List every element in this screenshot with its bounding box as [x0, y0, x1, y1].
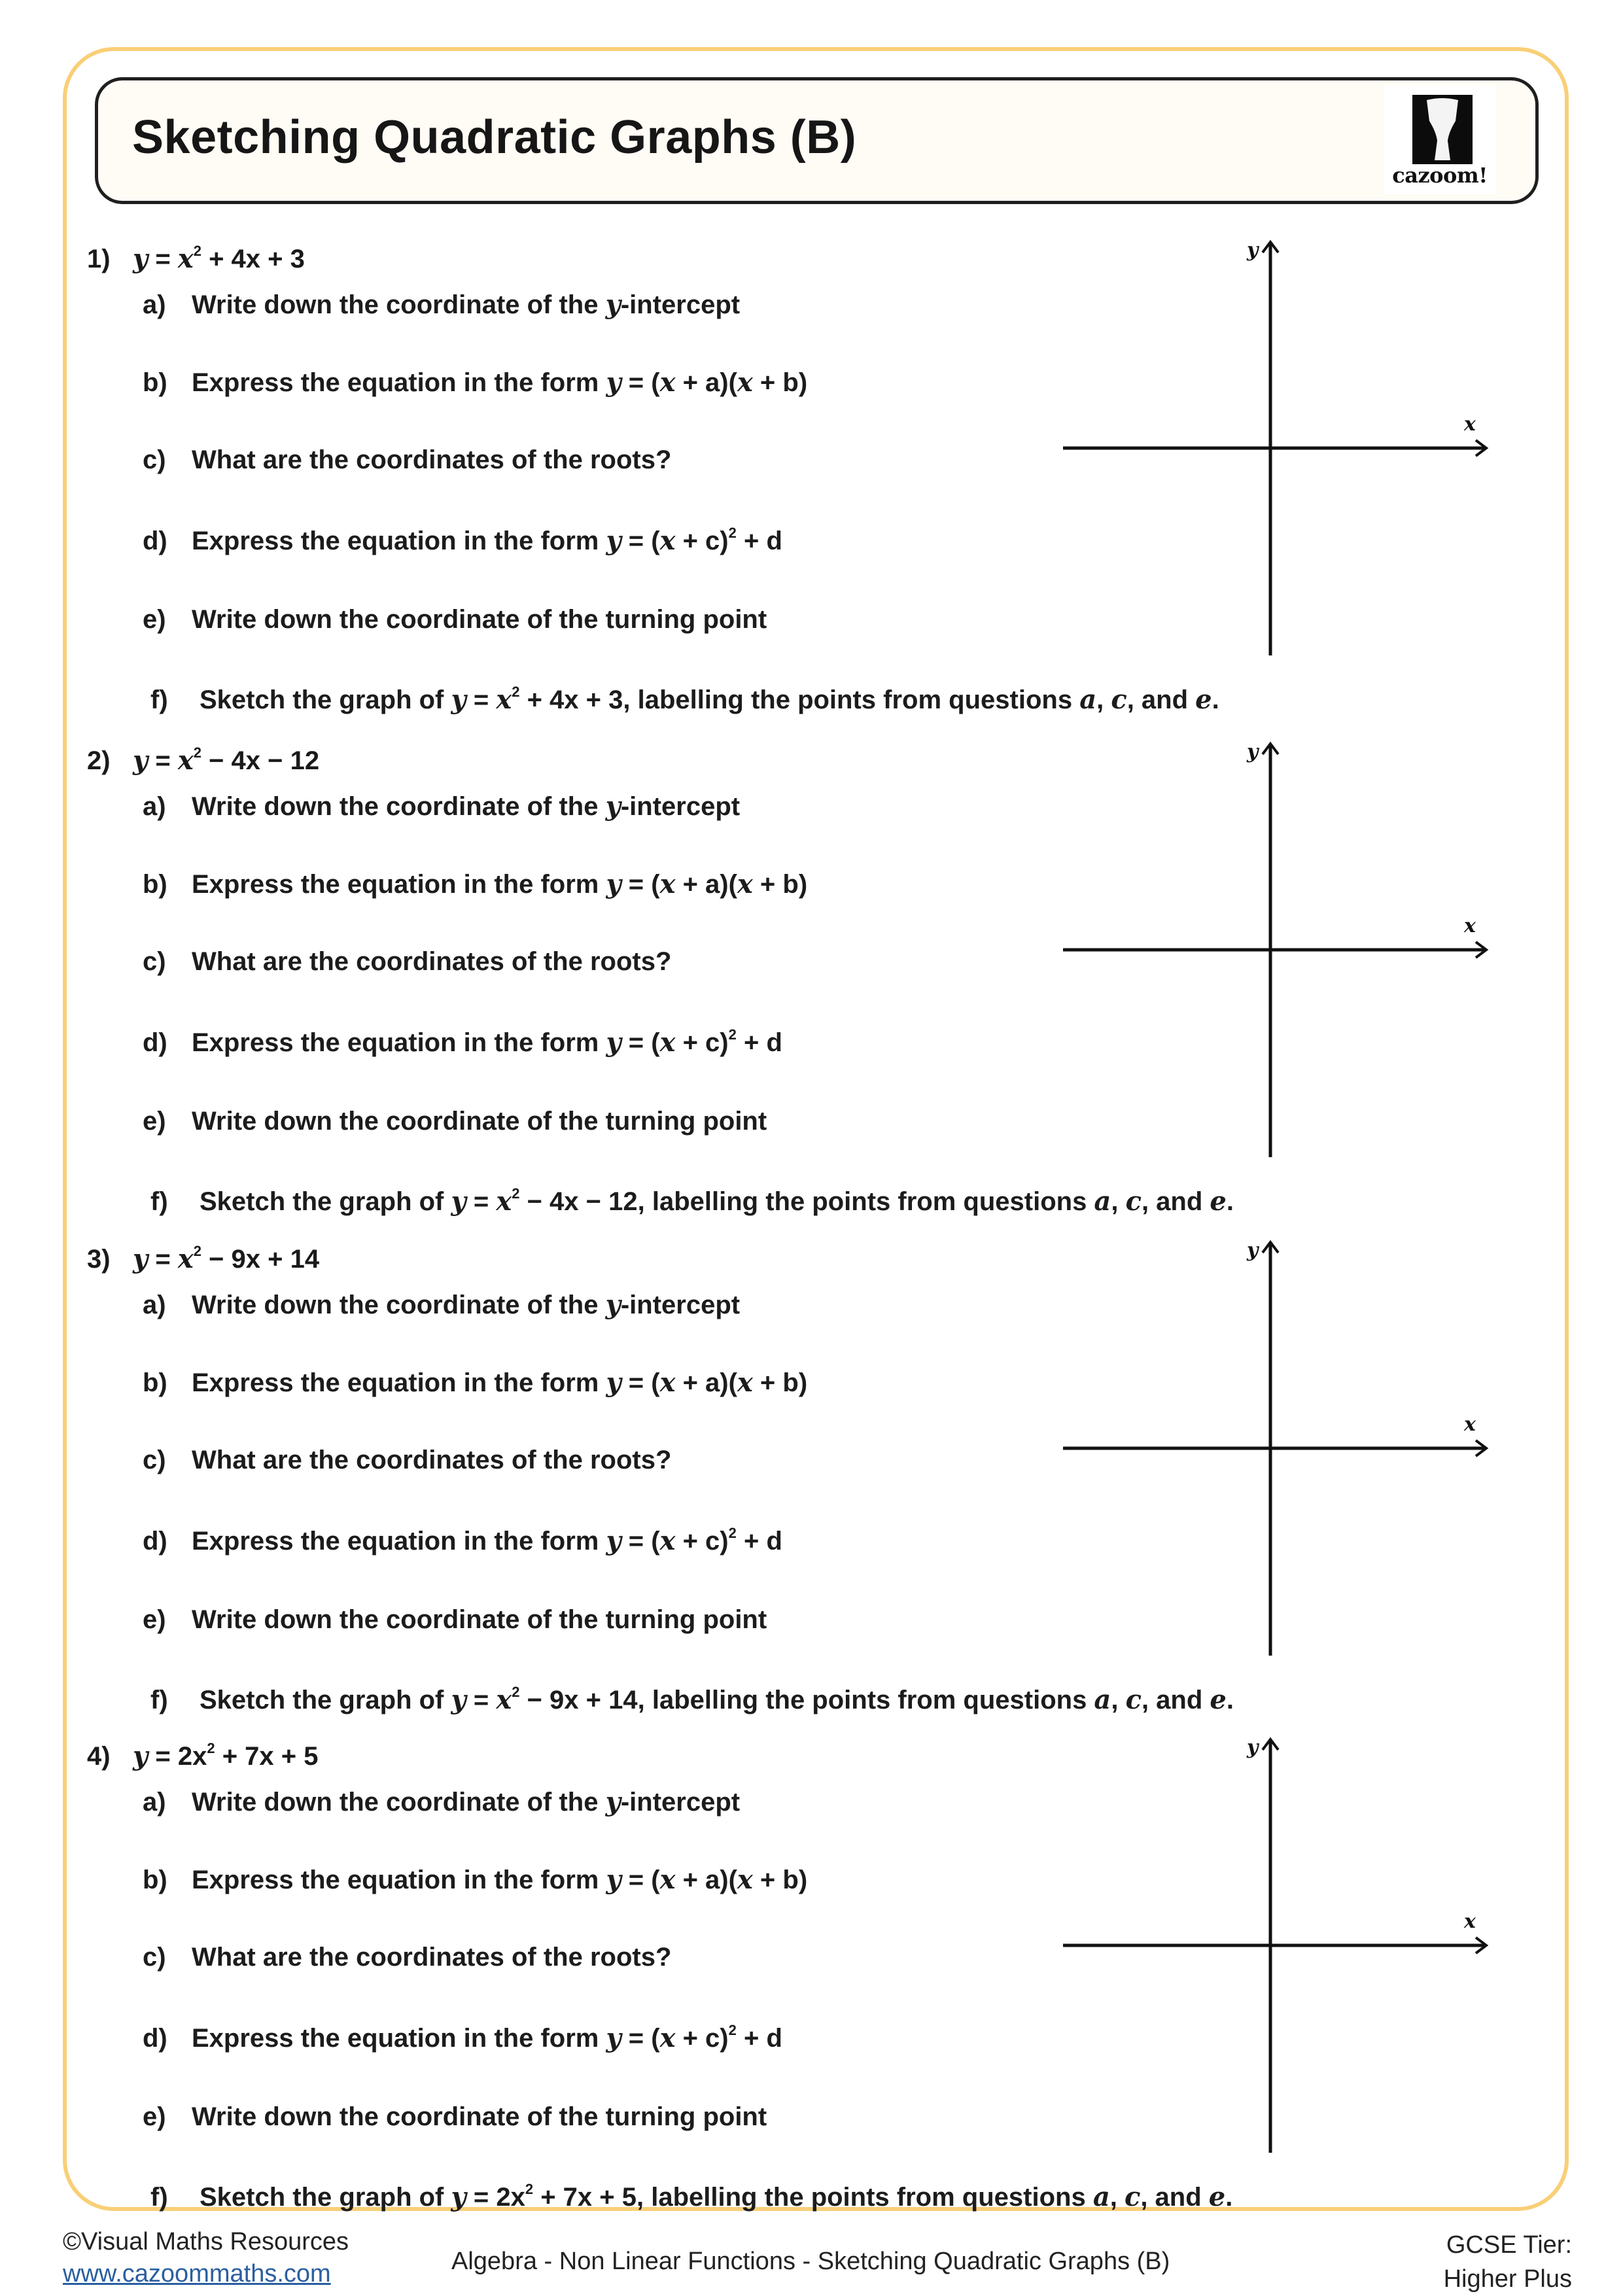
question-number: 4): [87, 1742, 111, 1771]
part-label: c): [143, 1446, 166, 1474]
question-2-part-f: [150, 1186, 1234, 1217]
part-label: a): [143, 1788, 166, 1817]
part-label: d): [143, 2024, 167, 2053]
y-axis-label: y: [1247, 1239, 1259, 1262]
part-label: a): [143, 290, 166, 319]
sketch-axes-4[interactable]: [1060, 1734, 1492, 2163]
x-axis-label: x: [1464, 1413, 1476, 1436]
question-3-part-c: [143, 1446, 671, 1475]
part-text: What are the coordinates of the roots?: [192, 1943, 672, 1972]
question-4-part-c: [143, 1943, 671, 1972]
part-label: e): [143, 605, 166, 634]
part-label: f): [150, 1187, 168, 1216]
part-label: a): [143, 792, 166, 821]
part-label: d): [143, 527, 167, 555]
part-label: b): [143, 870, 167, 899]
question-3-part-d: [143, 1525, 782, 1556]
cazoom-logo: [1384, 86, 1496, 194]
part-text: Write down the coordinate of the y-intercept: [192, 1289, 741, 1320]
footer-tier: [1444, 2228, 1572, 2296]
part-text: What are the coordinates of the roots?: [192, 1446, 672, 1474]
tier-label: GCSE Tier:: [1446, 2231, 1572, 2259]
part-label: e): [143, 1107, 166, 1136]
part-label: d): [143, 1527, 167, 1556]
logo-wordmark: cazoom!: [1392, 163, 1488, 188]
footer-credits: [63, 2228, 349, 2288]
sketch-axes-3[interactable]: [1060, 1237, 1492, 1665]
part-label: c): [143, 947, 166, 976]
question-2-part-b: [143, 869, 807, 899]
sketch-axes-1[interactable]: [1060, 237, 1492, 665]
question-1-part-d: [143, 525, 782, 556]
part-label: e): [143, 1605, 166, 1634]
question-1-part-a: [143, 289, 740, 320]
question-equation: $y = 2x^2 + 7x + 5$: [133, 1740, 319, 1771]
question-4-part-f: [150, 2182, 1232, 2212]
part-label: c): [143, 1943, 166, 1972]
x-axis-label: x: [1464, 1910, 1476, 1933]
question-equation: $y = x^2 - 4x - 12$: [133, 744, 320, 776]
question-2-part-a: [143, 791, 740, 822]
part-text: Express the equation in the form y = (x + a)(x + b): [192, 367, 808, 398]
part-text: Sketch the graph of $y = x^2 - 9x + 14$, labelling the points from questions a, c, and e.: [200, 1684, 1234, 1715]
question-3-part-e: [143, 1605, 767, 1635]
question-4-part-d: [143, 2023, 782, 2053]
part-text: Write down the coordinate of the turning point: [192, 2102, 767, 2131]
part-text: Express the equation in the form $y = (x + c)^2 + d$: [192, 2022, 782, 2053]
part-text: Sketch the graph of $y = x^2 + 4x + 3$, labelling the points from questions a, c, and e.: [200, 684, 1219, 715]
part-text: What are the coordinates of the roots?: [192, 947, 672, 976]
part-text: Write down the coordinate of the turning point: [192, 1107, 767, 1136]
question-3-part-b: [143, 1367, 807, 1398]
y-axis-label: y: [1247, 239, 1259, 262]
question-1-part-c: [143, 445, 671, 475]
question-1-part-b: [143, 367, 807, 398]
footer-topic: Algebra - Non Linear Functions - Sketching Quadratic Graphs (B): [451, 2248, 1170, 2275]
part-label: f): [150, 1686, 168, 1714]
part-label: b): [143, 1368, 167, 1397]
part-label: c): [143, 445, 166, 474]
part-text: Sketch the graph of $y = x^2 - 4x - 12$, labelling the points from questions a, c, and e.: [200, 1185, 1234, 1217]
part-text: Express the equation in the form $y = (x + c)^2 + d$: [192, 1525, 782, 1556]
question-3-part-f: [150, 1684, 1234, 1715]
page-title: Sketching Quadratic Graphs (B): [132, 111, 857, 164]
question-number: 2): [87, 746, 111, 775]
drum-icon: [1412, 95, 1473, 164]
question-equation: $y = x^2 + 4x + 3$: [133, 243, 305, 274]
copyright-text: ©Visual Maths Resources: [63, 2228, 349, 2255]
question-number: 3): [87, 1245, 111, 1274]
part-label: d): [143, 1028, 167, 1057]
sketch-axes-2[interactable]: [1060, 739, 1492, 1167]
question-number: 1): [87, 245, 111, 273]
part-text: Express the equation in the form y = (x + a)(x + b): [192, 869, 808, 899]
part-text: Express the equation in the form y = (x + a)(x + b): [192, 1864, 808, 1895]
x-axis-label: x: [1464, 914, 1476, 937]
question-4-part-a: [143, 1786, 740, 1817]
part-text: Sketch the graph of $y = 2x^2 + 7x + 5$, labelling the points from questions a, c, and e.: [200, 2181, 1233, 2212]
part-label: a): [143, 1291, 166, 1319]
part-label: f): [150, 686, 168, 714]
website-link[interactable]: www.cazoommaths.com: [63, 2260, 331, 2287]
part-label: b): [143, 1866, 167, 1894]
part-text: Express the equation in the form $y = (x + c)^2 + d$: [192, 1026, 782, 1058]
question-1-part-f: [150, 684, 1219, 715]
title-banner: [95, 77, 1539, 204]
part-text: Express the equation in the form $y = (x + c)^2 + d$: [192, 525, 782, 556]
part-text: Write down the coordinate of the y-intercept: [192, 289, 741, 320]
question-2-part-e: [143, 1107, 767, 1136]
question-4-header: [87, 1741, 319, 1771]
question-2-part-c: [143, 947, 671, 977]
y-axis-label: y: [1247, 740, 1259, 763]
part-text: What are the coordinates of the roots?: [192, 445, 672, 474]
part-label: e): [143, 2102, 166, 2131]
part-text: Express the equation in the form y = (x + a)(x + b): [192, 1367, 808, 1398]
x-axis-label: x: [1464, 413, 1476, 436]
part-text: Write down the coordinate of the y-intercept: [192, 791, 741, 822]
y-axis-label: y: [1247, 1736, 1259, 1759]
question-3-part-a: [143, 1289, 740, 1320]
tier-value: Higher Plus: [1443, 2265, 1572, 2293]
part-text: Write down the coordinate of the turning point: [192, 1605, 767, 1634]
question-3-header: [87, 1244, 319, 1274]
question-4-part-e: [143, 2102, 767, 2132]
part-label: f): [150, 2183, 168, 2212]
question-2-part-d: [143, 1027, 782, 1058]
question-1-header: [87, 243, 305, 274]
part-label: b): [143, 368, 167, 397]
part-text: Write down the coordinate of the turning point: [192, 605, 767, 634]
part-text: Write down the coordinate of the y-intercept: [192, 1786, 741, 1817]
question-equation: $y = x^2 - 9x + 14$: [133, 1243, 320, 1274]
question-2-header: [87, 745, 319, 776]
question-4-part-b: [143, 1864, 807, 1895]
question-1-part-e: [143, 605, 767, 635]
